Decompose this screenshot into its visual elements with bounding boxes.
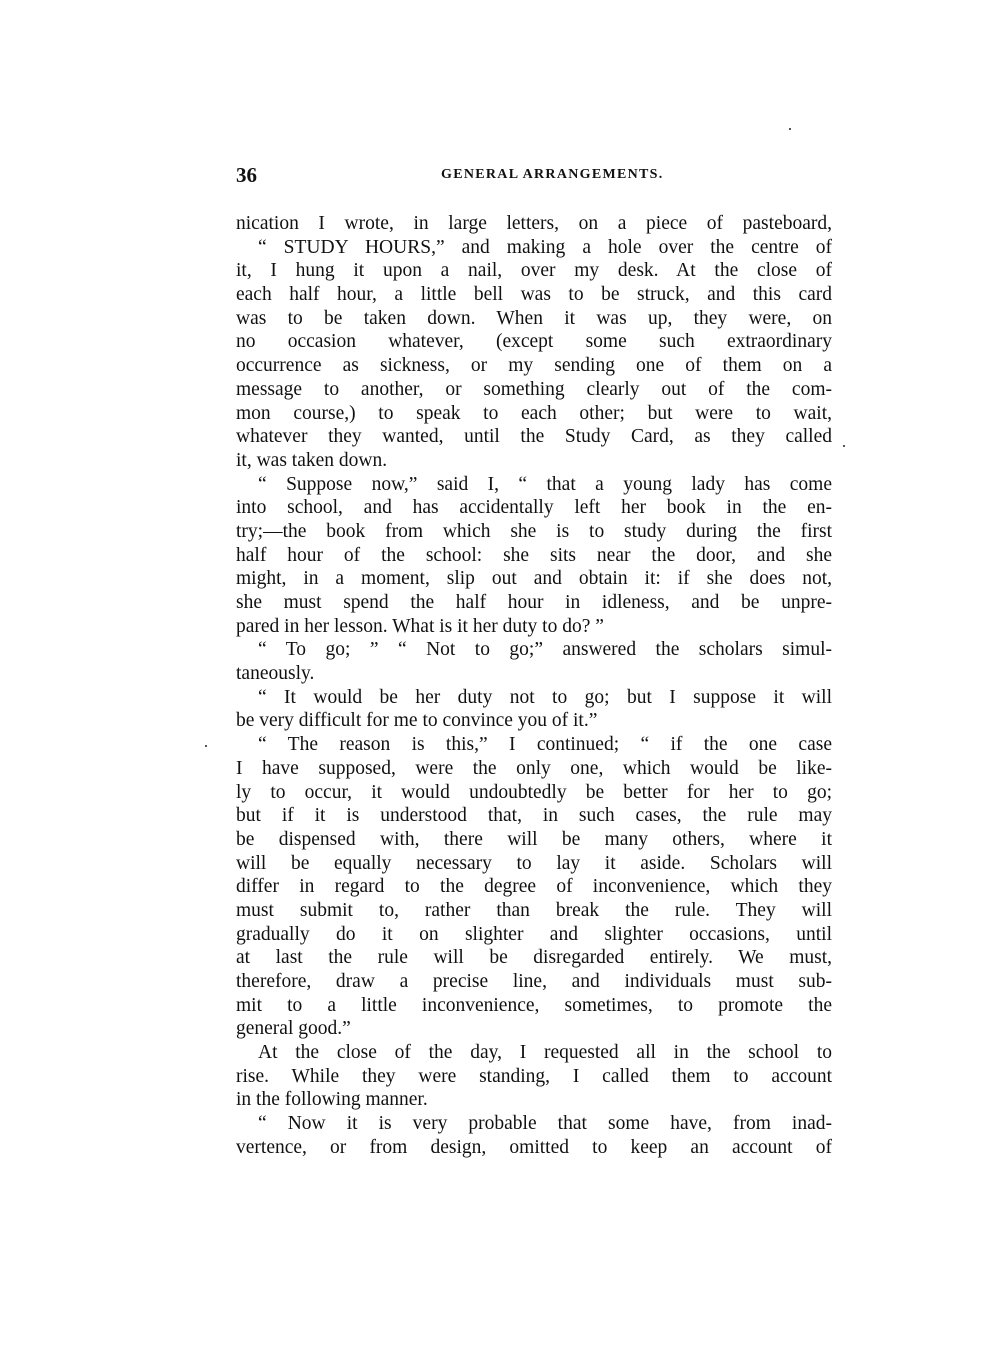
body-text — [236, 212, 832, 1160]
text-line: “ Now it is very probable that some have, from inad- — [258, 1113, 832, 1135]
text-line: “ To go; ” “ Not to go;” answered the scholars simul- — [258, 639, 832, 661]
text-line: will be equally necessary to lay it aside. Scholars will — [236, 852, 832, 874]
text-line: ly to occur, it would undoubtedly be better for her to go; — [236, 781, 832, 803]
text-line: she must spend the half hour in idleness, and be unpre- — [236, 592, 832, 613]
text-line: general good.” — [236, 1018, 351, 1040]
text-line: “ It would be her duty not to go; but I suppose it will — [258, 686, 832, 708]
text-line: mon course,) to speak to each other; but were to wait, — [236, 402, 832, 424]
text-line: be very difficult for me to convince you of it.” — [236, 710, 598, 732]
page-number: 36 — [236, 163, 257, 187]
text-line: vertence, or from design, omitted to keep an account of — [236, 1136, 832, 1158]
scan-speck — [789, 128, 791, 130]
scan-speck — [843, 445, 845, 447]
running-head: GENERAL ARRANGEMENTS. — [441, 167, 664, 182]
text-line: no occasion whatever, (except some such extraordinary — [236, 331, 832, 353]
text-line: taneously. — [236, 663, 315, 685]
text-line: whatever they wanted, until the Study Card, as they called — [236, 426, 832, 448]
text-line: try;—the book from which she is to study during the first — [236, 520, 832, 542]
text-line: it, was taken down. — [236, 449, 388, 471]
text-line: each half hour, a little bell was to be struck, and this card — [236, 284, 832, 306]
text-line: pared in her lesson. What is it her duty to do? ” — [236, 615, 604, 637]
text-line: might, in a moment, slip out and obtain it: if she does not, — [236, 568, 832, 590]
text-line: At the close of the day, I requested all in the school to — [258, 1042, 832, 1064]
text-line: at last the rule will be disregarded entirely. We must, — [236, 947, 832, 969]
text-line: message to another, or something clearly out of the com- — [236, 378, 832, 400]
text-line: differ in regard to the degree of inconvenience, which they — [236, 876, 832, 898]
text-line: “ Suppose now,” said I, “ that a young lady has come — [258, 473, 832, 495]
text-line: “ STUDY HOURS,” and making a hole over the centre of — [258, 236, 832, 258]
page-header — [236, 163, 832, 193]
text-line: half hour of the school: she sits near the door, and she — [236, 544, 832, 566]
text-line: rise. While they were standing, I called them to account — [236, 1065, 832, 1087]
text-line: occurrence as sickness, or my sending one of them on a — [236, 355, 832, 377]
text-line: into school, and has accidentally left her book in the en- — [236, 497, 832, 519]
text-line: it, I hung it upon a nail, over my desk. At the close of — [236, 260, 832, 282]
text-line: therefore, draw a precise line, and individuals must sub- — [236, 971, 832, 992]
text-line: gradually do it on slighter and slighter occasions, until — [236, 923, 832, 945]
text-line: in the following manner. — [236, 1089, 428, 1111]
text-line: be dispensed with, there will be many others, where it — [236, 828, 832, 850]
text-line: “ The reason is this,” I continued; “ if the one case — [258, 734, 832, 756]
text-line: was to be taken down. When it was up, they were, on — [236, 307, 832, 329]
text-line: I have supposed, were the only one, which would be like- — [236, 757, 832, 779]
scan-speck — [205, 745, 207, 747]
text-line: nication I wrote, in large letters, on a piece of pasteboard, — [236, 213, 832, 234]
text-line: must submit to, rather than break the rule. They will — [236, 899, 832, 921]
text-line: mit to a little inconvenience, sometimes, to promote the — [236, 994, 832, 1016]
text-line: but if it is understood that, in such cases, the rule may — [236, 805, 832, 827]
